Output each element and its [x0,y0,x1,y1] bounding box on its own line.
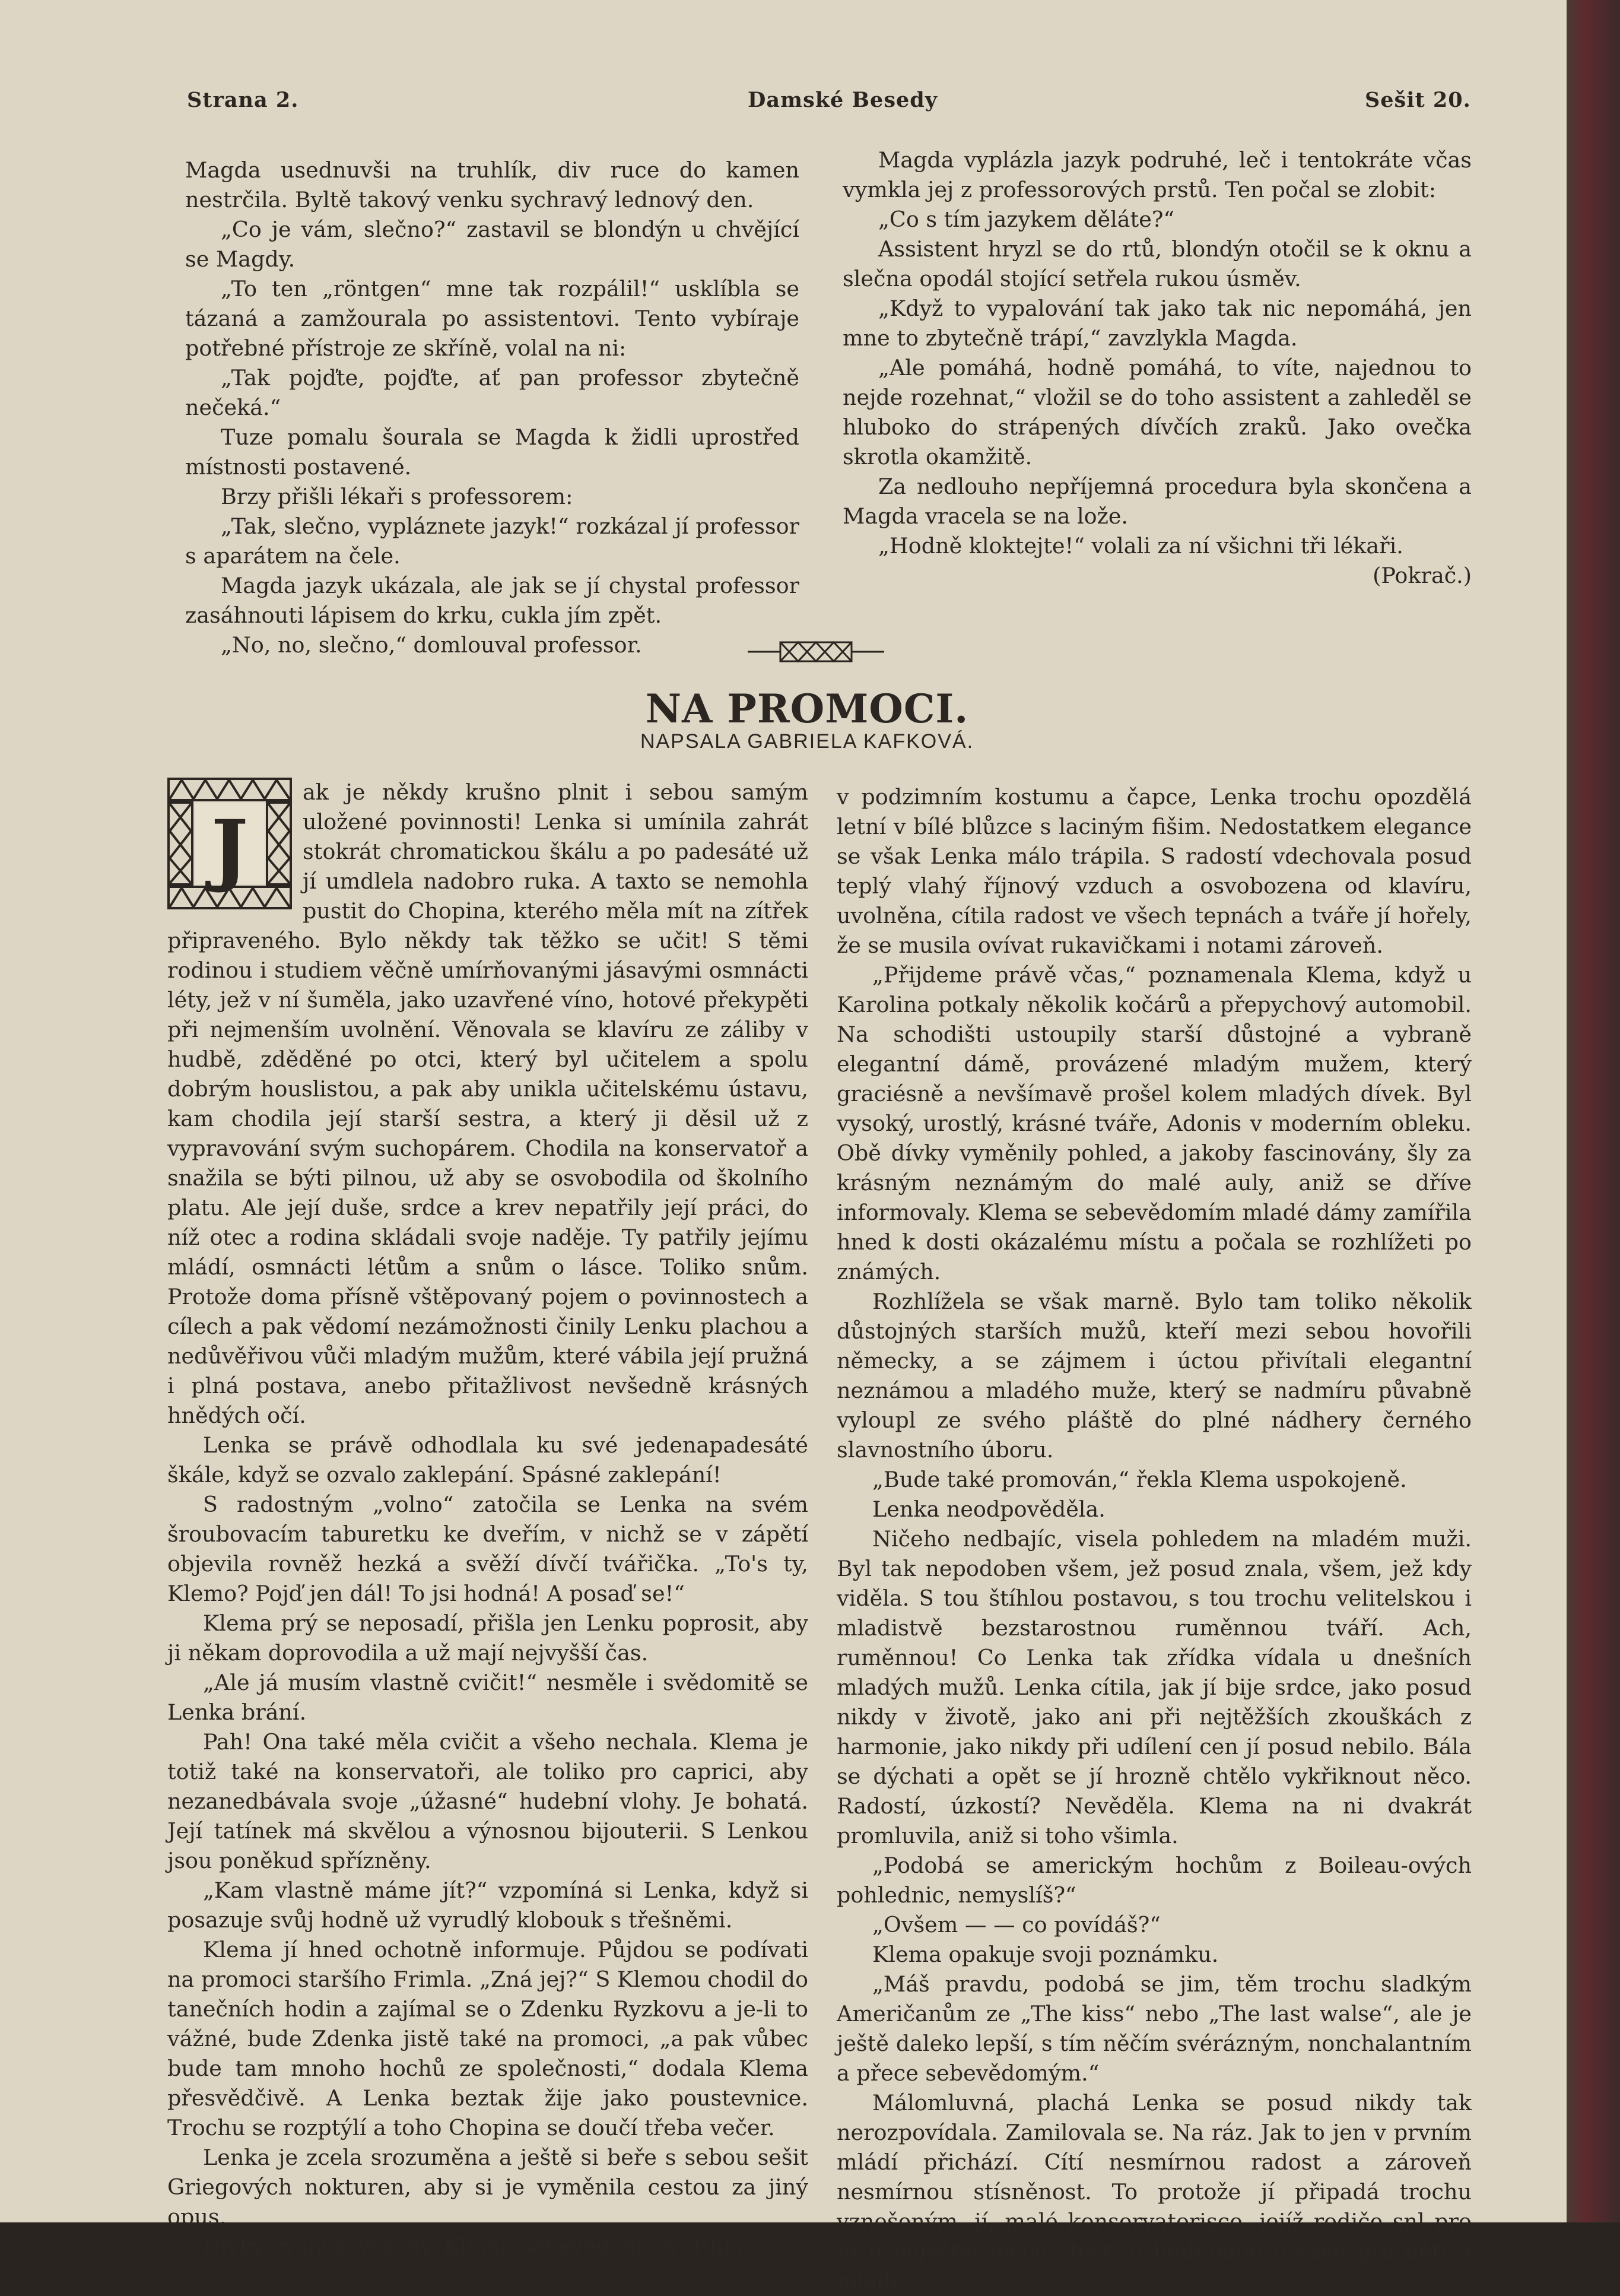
paragraph: Lenka je zcela srozuměna a ještě si beře s sebou sešit Griegových nokturen, aby si je vyměnila cestou za jiný opus. [167,2145,808,2230]
article-byline: NAPSALA GABRIELA KAFKOVÁ. [640,730,974,753]
story-continuation-left [185,156,799,660]
paragraph: Magda usednuvši na truhlík, div ruce do kamen nestrčila. Byltě takový venku sychravý lednový den. [185,157,799,213]
paragraph: Magda vyplázla jazyk podruhé, leč i tentokráte včas vymkla jej z professorových prstů. Ten počal se zlobit: [843,147,1472,202]
paragraph: Rozhlížela se však marně. Bylo tam toliko několik důstojných starších mužů, kteří mezi sebou hovořili německy, a se zájmem i úctou přivítali elegantní neznámou a mladého muže, který se nadmíru půvabně vyloupl ze svého pláště do plné nádhery černého slavnostního úboru. [837,1289,1472,1463]
paragraph: „Přijdeme právě včas,“ poznamenala Klema, když u Karolina potkaly několik kočárů a přepychový automobil. Na schodišti ustoupily starší důstojné a vybraně elegantní dámě, provázené mladým mužem, který graciésně a nevšímavě prošel kolem mladých dívek. Byl vysoký, urostlý, krásné tváře, Adonis v moderním obleku. Obě dívky vyměnily pohled, a jakoby fascinovány, šly za krásným neznámým do malé auly, aniž se dříve informovaly. Klema se sebevědomím mladé dámy zamířila hned k dosti okázalému místu a počala se rozhlížeti po známých. [837,962,1472,1285]
magazine-title: Damské Besedy [748,88,938,112]
article-title: NA PROMOCI. [645,686,969,732]
paragraph: „Tak pojďte, pojďte, ať pan professor zbytečně nečeká.“ [185,365,799,420]
paragraph: „Kam vlastně máme jít?“ vzpomíná si Lenka, když si posazuje svůj hodně už vyrudlý klobouk s třešněmi. [167,1878,808,1933]
paragraph: S radostným „volno“ zatočila se Lenka na svém šroubovacím taburetku ke dveřím, v nichž se v zápětí objevila rovněž hezká a svěží dívčí tvářička. „To's ty, Klemo? Pojď jen dál! To jsi hodná! A posaď se!“ [167,1492,808,1606]
issue-number: Sešit 20. [1365,88,1471,112]
paragraph: Assistent hryzl se do rtů, blondýn otočil se k oknu a slečna opodál stojící setřela rukou úsměv. [843,236,1472,291]
paragraph: Pah! Ona také měla cvičit a všeho nechala. Klema je totiž také na konservatoři, ale toliko pro caprici, aby nezanedbávala svoje „úžasné“ hudební vlohy. Je bohatá. Její tatínek má skvělou a výnosnou bijouterii. S Lenkou jsou poněkud spřízněny. [167,1729,808,1873]
paragraph: Ničeho nedbajíc, visela pohledem na mladém muži. Byl tak nepodoben všem, jež posud znala, všem, jež kdy viděla. S tou štíhlou postavou, s tou trochu velitelskou i mladistvě bezstarostnou ruměnnou tváří. Ach, ruměnnou! Co Lenka tak zřídka vídala u dnešních mladých mužů. Lenka cítila, jak jí bije srdce, jako posud nikdy v životě, jako ani při nejtěžších zkouškách z harmonie, jako nikdy při udílení cen jí posud nebilo. Bála se dýchati a opět se jí hrozně chtělo vykřiknout něco. Radostí, úzkostí? Nevěděla. Klema na ni dvakrát promluvila, aniž si toho všimla. [837,1526,1472,1848]
paragraph: „No, no, slečno,“ domlouval professor. [221,632,642,658]
paragraph: Málomluvná, plachá Lenka se posud nikdy tak nerozpovídala. Zamilovala se. Na ráz. Jak to jen v prvním mládí přichází. Cítí nesmírnou radost a zároveň nesmírnou stísněnost. To protože jí připadá trochu vznešeným, jí, malé konservatorisce, jejíž rodiče snl pro ni o největší mecé štěstí o hudebním ústavě pro děti a mladé [837,2090,1472,2294]
first-paragraph-text: ak je někdy krušno plnit i sebou samým uložené povinnosti! Lenka si umínila zahrát stokrát chromatickou škálu a po padesáté už jí umdlela nadobro ruka. A taxto se nemohla pustit do Chopina, kterého měla mít na zítřek připraveného. Bylo někdy tak těžko se učit! S těmi rodinou i studiem věčně umírňovanými jásavými osmnácti léty, jež v ní šuměla, jako uzavřené víno, hotové překypěti při nejmenším uvolnění. Věnovala se klavíru ze záliby v hudbě, zděděné po otci, který byl učitelem a spolu dobrým houslistou, a pak aby unikla učitelskému ústavu, kam chodila její starší sestra, a který ji děsil už z vypravování svým suchopárem. Chodila na konservatoř a snažila se býti pilnou, už aby se osvobodila od školního platu. Ale její duše, srdce a krev nepatřily její práci, do níž otec a rodina skládali svoje naděje. Ty patřily jejímu mládí, osmnácti létům a snům o lásce. Toliko snům. Protože doma přísně vštěpovaný pojem o povinnostech a cílech a pak vědomí nezámožnosti činily Lenku plachou a nedůvěřivou vůči mladým mužům, které vábila její pružná i plná postava, anebo přitažlivost nevšedně krásných hnědých očí. [167,779,808,1428]
paragraph: Lenka se právě odhodlala ku své jedenapadesáté škále, když se ozvalo zaklepání. Spásné zaklepání! [167,1432,808,1488]
initial-letter: J [211,803,249,895]
paragraph: Magda jazyk ukázala, ale jak se jí chystal professor zasáhnouti lápisem do krku, cukla jím zpět. [185,573,799,628]
paragraph: Brzy přišli lékaři s professorem: [221,484,573,509]
continued-note: (Pokrač.) [1373,563,1472,588]
ornament-divider [745,635,887,668]
paragraph: „Hodně kloktejte!“ volali za ní všichni tři lékaři. [878,533,1403,559]
paragraph: Tuze pomalu šourala se Magda k židli uprostřed místnosti postavené. [185,424,799,480]
paragraph: „Ovšem — — co povídáš?“ [872,1912,1161,1937]
paragraph: „Ale pomáhá, hodně pomáhá, to víte, najednou to nejde rozehnat,“ vložil se do toho assistent a zahleděl se hluboko do strápených dívčích zraků. Jako ovečka skrotla okamžitě. [843,355,1472,470]
paragraph: Klema prý se neposadí, přišla jen Lenku poprosit, aby ji někam doprovodila a už mají nejvyšší čas. [167,1610,808,1666]
article-column-left [167,778,808,2262]
paragraph: „To ten „röntgen“ mne tak rozpálil!“ usklíbla se tázaná a zamžourala po assistentovi. Tento vybíraje potřebné přístroje ze skříně, volal na ni: [185,276,799,361]
paragraph: Za nedlouho nepříjemná procedura byla skončena a Magda vracela se na lože. [843,474,1472,529]
paragraph: „Ale já musím vlastně cvičit!“ nesměle i svědomitě se Lenka brání. [167,1670,808,1725]
page-number: Strana 2. [187,88,299,112]
paragraph: Klema jí hned ochotně informuje. Půjdou se podívati na promoci staršího Frimla. „Zná jej?“ S Klemou chodil do tanečních hodin a zajímal se o Zdenku Ryzkovu a je-li to vážné, bude Zdenka jistě také na promoci, „a pak vůbec bude tam mnoho hochů ze společnosti,“ dodala Klema přesvědčivě. A Lenka beztak žije jako poustevnice. Trochu se rozptýlí a toho Chopina se doučí třeba večer. [167,1937,808,2140]
paragraph: „Máš pravdu, podobá se jim, těm trochu sladkým Američanům ze „The kiss“ nebo „The last walse“, ale je ještě daleko lepší, s tím něčím svérázným, nonchalantním a přece sebevědomým.“ [837,1971,1472,2086]
paragraph: „Co je vám, slečno?“ zastavil se blondýn u chvějící se Magdy. [185,217,799,272]
paragraph: Dívky vyšly zavěšeny. Klema sebevědomá a štíhlá [203,2234,744,2259]
ornamental-initial [167,778,292,909]
paragraph: Lenka neodpověděla. [872,1496,1106,1522]
article-column-right [837,782,1472,2296]
book-spine [1567,0,1620,2222]
paragraph: „Tak, slečno, vypláznete jazyk!“ rozkázal jí professor s aparátem na čele. [185,513,799,569]
first-paragraph [167,778,808,1431]
story-continuation-right [843,145,1472,591]
paragraph: Klema opakuje svoji poznámku. [872,1942,1219,1967]
paragraph: „Co s tím jazykem děláte?“ [878,207,1175,232]
paragraph: „Když to vypalování tak jako tak nic nepomáhá, jen mne to zbytečně trápí,“ zavzlykla Magda. [843,296,1472,351]
paragraph: v podzimním kostumu a čapce, Lenka trochu opozdělá letní v bílé blůzce s laciným fišim. Nedostatkem elegance se však Lenka málo trápila. S radostí vdechovala posud teplý vlahý říjnový vzduch a osvobozena od klavíru, uvolněna, cítila radost ve všech tepnách a tváře jí hořely, že se musila ovívat rukavičkami i notami zároveň. [837,784,1472,958]
paragraph: „Bude také promován,“ řekla Klema uspokojeně. [872,1467,1407,1492]
paragraph: „Podobá se americkým hochům z Boileau-ových pohlednic, nemyslíš?“ [837,1853,1472,1908]
